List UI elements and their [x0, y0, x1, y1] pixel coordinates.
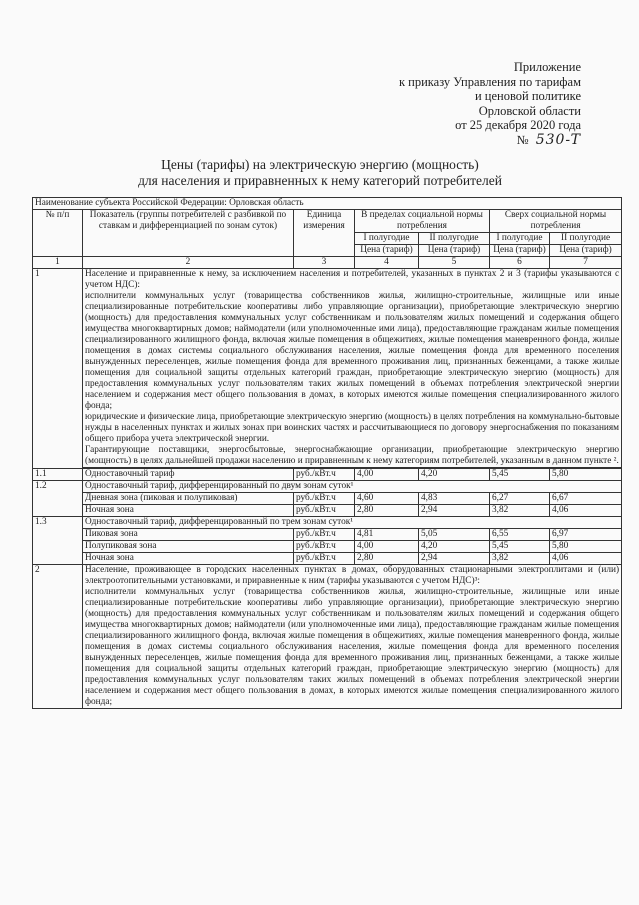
price-cell: 6,97 — [550, 529, 622, 541]
header-price: Цена (тариф) — [355, 245, 419, 257]
header-within-norm: В пределах социальной нормы потребления — [355, 210, 490, 233]
column-number: 5 — [419, 257, 490, 269]
row-num: 1.1 — [33, 469, 83, 481]
column-number: 2 — [83, 257, 294, 269]
price-cell: 5,45 — [490, 469, 550, 481]
price-cell: 6,67 — [550, 493, 622, 505]
table-row — [33, 481, 622, 493]
table-row — [33, 493, 622, 505]
appendix-header — [399, 60, 581, 147]
header-half1: I полугодие — [355, 233, 419, 245]
header-price: Цена (тариф) — [550, 245, 622, 257]
column-number: 6 — [490, 257, 550, 269]
appendix-line: Орловской области — [478, 103, 581, 118]
row-num: 1.2 — [33, 481, 83, 517]
row-unit: руб./кВт.ч — [294, 493, 355, 505]
row-label: Одноставочный тариф, дифференцированный по двум зонам суток¹ — [83, 481, 622, 493]
price-cell: 4,06 — [550, 505, 622, 517]
title-line: для населения и приравненных к нему категорий потребителей — [138, 173, 502, 188]
row-label: Ночная зона — [83, 553, 294, 565]
row-label: Одноставочный тариф, дифференцированный по трем зонам суток¹ — [83, 517, 622, 529]
paragraph: Население и приравненные к нему, за исключением населения и потребителей, указанных в пунктах 2 и 3 (тарифы указываются с учетом НДС): — [85, 269, 620, 290]
table-row — [33, 517, 622, 529]
price-cell: 4,60 — [355, 493, 419, 505]
column-number: 1 — [33, 257, 83, 269]
price-cell: 4,81 — [355, 529, 419, 541]
appendix-line: Приложение — [513, 60, 581, 74]
row-unit: руб./кВт.ч — [294, 469, 355, 481]
price-cell: 5,05 — [419, 529, 490, 541]
order-number — [399, 133, 581, 148]
paragraph: исполнители коммунальных услуг (товарищества собственников жилья, жилищно-строительные, жилищные или иные специализированные потребительские кооперативы либо управляющие организации), приобретающие электрическую энергию (мощность) для предоставления коммунальных услуг собственникам и пользователям жилых помещений и содержания общего имущества многоквартирных домов; наймодатели (или уполномоченные ими лица), предоставляющие гражданам жилые помещения специализированного жилищного фонда, включая жилые помещения в общежитиях, жилые помещения маневренного фонда, жилые помещения в домах системы социального обслуживания населения, жилые помещения фонда для временного поселения вынужденных переселенцев, жилые помещения фонда для временного проживания лиц, признанных беженцами, а также жилые помещения для социальной защиты отдельных категорий граждан, приобретающие электрическую энергию (мощность) для предоставления коммунальных услуг пользователям таких жилых помещений в объемах потребления электрической энергии населением и содержания мест общего пользования в домах, в которых имеются жилые помещения специализированного жилого фонда; — [85, 587, 620, 707]
row-label: Полупиковая зона — [83, 541, 294, 553]
row-unit: руб./кВт.ч — [294, 541, 355, 553]
paragraph: Гарантирующие поставщики, энергосбытовые, энергоснабжающие организации, приобретающие электрическую энергию (мощность) в целях дальнейшей продажи населению и приравненным к нему категориям потребителей, указанным в данном пункте ². — [85, 445, 620, 466]
row-unit: руб./кВт.ч — [294, 553, 355, 565]
header-num: № п/п — [33, 210, 83, 257]
price-cell: 6,27 — [490, 493, 550, 505]
price-cell: 3,82 — [490, 553, 550, 565]
header-unit: Единица измерения — [294, 210, 355, 257]
column-number: 7 — [550, 257, 622, 269]
header-half2: II полугодие — [550, 233, 622, 245]
tariff-table — [32, 197, 622, 709]
header-above-norm: Сверх социальной нормы потребления — [490, 210, 622, 233]
appendix-line: к приказу Управления по тарифам — [398, 74, 581, 89]
header-half1: I полугодие — [490, 233, 550, 245]
document-title — [60, 157, 580, 189]
row-num: 1.3 — [33, 517, 83, 565]
price-cell: 4,20 — [419, 469, 490, 481]
row-label: Пиковая зона — [83, 529, 294, 541]
table-row — [33, 529, 622, 541]
handwritten-number: 530-T — [535, 131, 581, 148]
price-cell: 4,00 — [355, 541, 419, 553]
price-cell: 5,80 — [550, 541, 622, 553]
price-cell: 2,80 — [355, 505, 419, 517]
row-label: Одноставочный тариф — [83, 469, 294, 481]
paragraph: исполнители коммунальных услуг (товарищества собственников жилья, жилищно-строительные, жилищные или иные специализированные потребительские кооперативы либо управляющие организации), приобретающие электрическую энергию (мощность) для предоставления коммунальных услуг собственникам и пользователям жилых помещений и содержания общего имущества многоквартирных домов; наймодатели (или уполномоченные ими лица), предоставляющие гражданам жилые помещения специализированного жилищного фонда, включая жилые помещения в общежитиях, жилые помещения маневренного фонда, жилые помещения в домах системы социального обслуживания населения, жилые помещения фонда для временного поселения вынужденных переселенцев, жилые помещения фонда для временного проживания лиц, признанных беженцами, а также жилые помещения для социальной защиты отдельных категорий граждан, приобретающие электрическую энергию (мощность) для предоставления коммунальных услуг пользователям таких жилых помещений в объемах потребления электрической энергии населением и содержания мест общего пользования в домах, в которых имеются жилые помещения специализированного жилого фонда; — [85, 291, 620, 411]
header-indicator: Показатель (группы потребителей с разбивкой по ставкам и дифференциацией по зонам суток) — [83, 210, 294, 257]
price-cell: 2,80 — [355, 553, 419, 565]
header-price: Цена (тариф) — [490, 245, 550, 257]
header-half2: II полугодие — [419, 233, 490, 245]
price-cell: 4,06 — [550, 553, 622, 565]
paragraph: юридические и физические лица, приобретающие электрическую энергию (мощность) в целях потребления на коммунально-бытовые нужды в населенных пунктах и жилых зонах при воинских частях и рассчитывающиеся по договору энергоснабжения по показаниям общего прибора учета электрической энергии. — [85, 412, 620, 444]
price-cell: 4,00 — [355, 469, 419, 481]
row-unit: руб./кВт.ч — [294, 505, 355, 517]
row-label: Дневная зона (пиковая и полупиковая) — [83, 493, 294, 505]
table-row — [33, 553, 622, 565]
column-number: 3 — [294, 257, 355, 269]
section-text — [83, 565, 622, 709]
appendix-line: и ценовой политике — [474, 89, 581, 103]
section-text — [83, 269, 622, 468]
price-cell: 5,45 — [490, 541, 550, 553]
column-number: 4 — [355, 257, 419, 269]
number-sign: № — [516, 132, 529, 147]
price-cell: 4,20 — [419, 541, 490, 553]
paragraph: Население, проживающее в городских населенных пунктах в домах, оборудованных стационарными электроплитами и (или) электроотопительными установками, и приравненные к ним (тарифы указываются с учетом НДС)³: — [85, 565, 620, 586]
table-row — [33, 505, 622, 517]
row-num: 2 — [33, 565, 83, 709]
price-cell: 4,83 — [419, 493, 490, 505]
table-row — [33, 541, 622, 553]
price-cell: 2,94 — [419, 553, 490, 565]
price-cell: 6,55 — [490, 529, 550, 541]
table-row — [33, 469, 622, 481]
price-cell: 2,94 — [419, 505, 490, 517]
header-price: Цена (тариф) — [419, 245, 490, 257]
title-line: Цены (тарифы) на электрическую энергию (мощность) — [161, 157, 479, 172]
row-unit: руб./кВт.ч — [294, 529, 355, 541]
region-row: Наименование субъекта Российской Федерации: Орловская область — [33, 198, 622, 210]
row-num: 1 — [33, 269, 83, 469]
price-cell: 5,80 — [550, 469, 622, 481]
appendix-date: от 25 декабря 2020 года — [455, 118, 581, 132]
row-label: Ночная зона — [83, 505, 294, 517]
price-cell: 3,82 — [490, 505, 550, 517]
